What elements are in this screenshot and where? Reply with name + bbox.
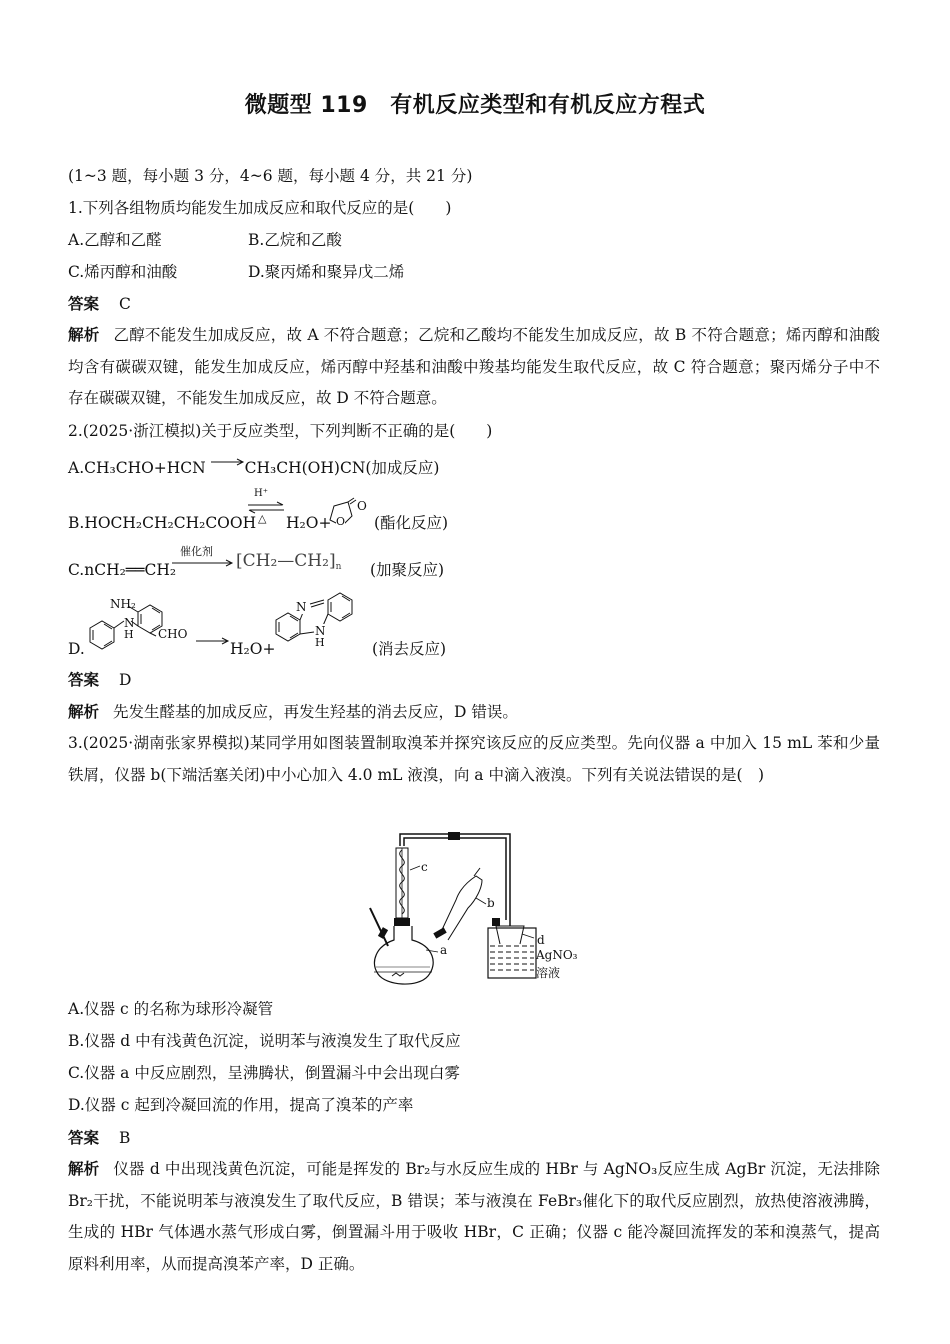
q3-answer-value: B xyxy=(119,1129,131,1147)
q3-analysis-text: 仪器 d 中出现浅黄色沉淀，可能是挥发的 Br₂与水反应生成的 HBr 与 AgNO₃反应生成 AgBr 沉淀，无法排除 Br₂干扰，不能说明苯与液溴发生了取代反应，B 错误；苯与液溴在 FeBr₃催化下的取代反应剧烈，放热使溶液沸腾，生成的 HBr 气体遇水蒸气形成白雾，倒置漏斗用于吸收 HBr，C 正确；仪器 c 能冷凝回流挥发的苯和溴蒸气，提高原料利用率，从而提高溴苯产率，D 正确。 xyxy=(68,1160,880,1273)
q2-analysis xyxy=(68,701,518,723)
amine-nh2-label: NH₂ xyxy=(110,597,136,611)
lactone-structure-icon xyxy=(320,496,376,534)
q3-option-b: B.仪器 d 中有浅黄色沉淀，说明苯与液溴发生了取代反应 xyxy=(68,1032,461,1050)
arrow-icon xyxy=(196,636,230,646)
fig-label-d: d xyxy=(537,933,545,947)
q3-option-d: D.仪器 c 起到冷凝回流的作用，提高了溴苯的产率 xyxy=(68,1096,414,1114)
q3-option-c: C.仪器 a 中反应剧烈，呈沸腾状，倒置漏斗中会出现白雾 xyxy=(68,1064,460,1082)
q1-option-a: A.乙醇和乙醛 xyxy=(68,231,162,249)
lactone-carbonyl-o: O xyxy=(357,499,367,513)
q2-d-type: (消去反应) xyxy=(372,640,447,658)
q1-analysis-text: 乙醇不能发生加成反应，故 A 不符合题意；乙烷和乙酸均不能发生加成反应，故 B 不符合题意；烯丙醇和油酸均含有碳碳双键，能发生加成反应，烯丙醇中羟基和油酸中羧基均能发生取代反应，故 C 符合题意；聚丙烯分子中不存在碳碳双键，不能发生加成反应，故 D 不符合题意。 xyxy=(68,326,880,407)
catalyst-arrow xyxy=(172,543,234,567)
catalyst-h-plus: H⁺ xyxy=(254,488,268,499)
reversible-arrow xyxy=(246,488,286,528)
amine-h-label: H xyxy=(124,628,134,641)
q2-d-water: H₂O+ xyxy=(230,640,276,658)
arrow-icon xyxy=(172,558,234,568)
q3-stem: 3.(2025·湖南张家界模拟)某同学用如图装置制取溴苯并探究该反应的反应类型。先向仪器 a 中加入 15 mL 苯和少量铁屑，仪器 b(下端活塞关闭)中小心加入 4.0 mL 液溴，向 a 中滴入液溴。下列有关说法错误的是( ) xyxy=(68,734,880,784)
q1-answer-value: C xyxy=(119,295,131,313)
q2-option-a xyxy=(68,457,439,479)
q3-option-a: A.仪器 c 的名称为球形冷凝管 xyxy=(68,1000,274,1018)
aminodiphenylamine-aldehyde-structure xyxy=(84,590,204,656)
q1-answer xyxy=(68,293,131,315)
answer-label: 答案 xyxy=(68,1129,100,1147)
fig-label-c: c xyxy=(421,860,428,874)
polymer-n: n xyxy=(335,562,342,572)
q2-answer-value: D xyxy=(119,671,132,689)
diazepine-nh-label: N xyxy=(315,624,326,638)
q2-c-type: (加聚反应) xyxy=(370,561,445,579)
q1-analysis xyxy=(68,320,880,415)
heat-symbol: △ xyxy=(258,512,267,525)
q2-answer xyxy=(68,669,131,691)
diazepine-n-label: N xyxy=(296,600,307,614)
lactone-ring-o: O xyxy=(336,515,346,528)
q2-b-type: (酯化反应) xyxy=(374,514,449,532)
reaction-arrow-icon xyxy=(211,458,245,470)
q2-option-c xyxy=(68,559,176,581)
q2-a-product: CH₃CH(OH)CN(加成反应) xyxy=(244,459,440,477)
diazepine-h-label: H xyxy=(315,636,325,649)
q2-c-reactant: C.nCH₂══CH₂ xyxy=(68,561,177,579)
analysis-label: 解析 xyxy=(68,326,100,344)
q2-option-b xyxy=(68,512,256,534)
q3-analysis xyxy=(68,1154,880,1280)
analysis-label: 解析 xyxy=(68,703,100,721)
q1-option-d: D.聚丙烯和聚异戊二烯 xyxy=(248,263,405,281)
catalyst-label: 催化剂 xyxy=(180,545,213,558)
analysis-label: 解析 xyxy=(68,1160,100,1178)
page-title: 微题型 119 有机反应类型和有机反应方程式 xyxy=(244,93,706,118)
q2-a-reactants: A.CH₃CHO+HCN xyxy=(68,459,206,477)
bracket-left: [ xyxy=(236,551,243,571)
answer-label: 答案 xyxy=(68,671,100,689)
q1-option-b: B.乙烷和乙酸 xyxy=(248,231,342,249)
amine-n-label: N xyxy=(124,616,135,630)
polymer-repeat-unit: CH₂—CH₂ xyxy=(242,551,329,571)
scoring-note: (1~3 题，每小题 3 分，4~6 题，每小题 4 分，共 21 分) xyxy=(68,167,473,185)
q1-option-c: C.烯丙醇和油酸 xyxy=(68,263,178,281)
polymer-structure xyxy=(236,550,341,572)
fig-label-b: b xyxy=(487,896,495,910)
q2-option-d-label: D. xyxy=(68,640,85,658)
q2-b-water: H₂O+ xyxy=(286,514,332,532)
fig-label-agno3: AgNO₃ xyxy=(536,948,578,962)
answer-label: 答案 xyxy=(68,295,100,313)
q1-stem: 1.下列各组物质均能发生加成反应和取代反应的是( ) xyxy=(68,199,452,217)
q2-analysis-text: 先发生醛基的加成反应，再发生羟基的消去反应，D 错误。 xyxy=(113,703,518,721)
fig-label-solution: 溶液 xyxy=(536,966,561,980)
q2-b-reactant: B.HOCH₂CH₂CH₂COOH xyxy=(68,514,257,532)
bracket-right: ] xyxy=(328,551,336,571)
fig-label-a: a xyxy=(440,943,448,957)
q3-answer xyxy=(68,1127,130,1149)
q2-stem: 2.(2025·浙江模拟)关于反应类型，下列判断不正确的是( ) xyxy=(68,422,493,440)
aldehyde-cho-label: CHO xyxy=(158,627,188,641)
